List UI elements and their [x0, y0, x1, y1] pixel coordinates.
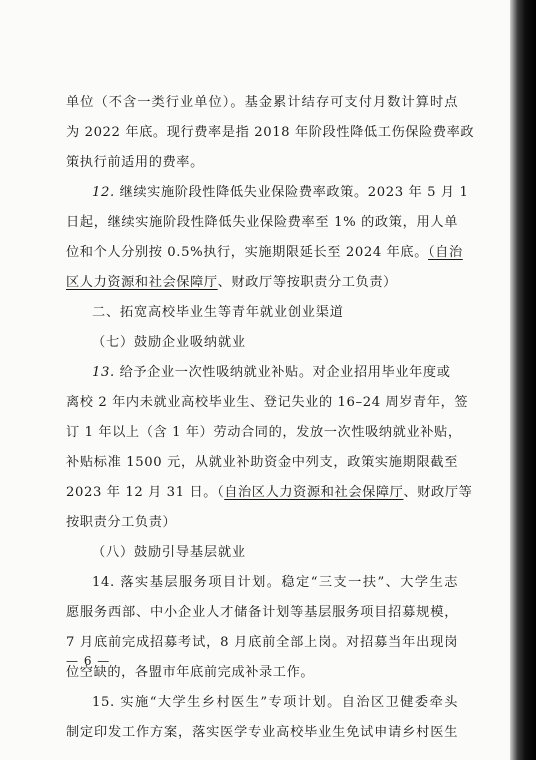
scan-edge [510, 0, 536, 760]
section-heading: 二、拓宽高校毕业生等青年就业创业渠道 [92, 305, 344, 320]
text-line: 区人力资源和社会保障厅、财政厅等按职责分工负责） [66, 275, 397, 290]
responsibility-open: （自治 [428, 245, 463, 260]
text-line: 15. 实施“大学生乡村医生”专项计划。自治区卫健委牵头 [92, 695, 458, 710]
subsection-heading: （八）鼓励引导基层就业 [92, 545, 246, 560]
text-line: 12. 继续实施阶段性降低失业保险费率政策。2023 年 5 月 1 [92, 185, 469, 200]
item-number-12: 12. [92, 185, 115, 200]
subsection-heading: （七）鼓励企业吸纳就业 [92, 335, 246, 350]
document-body [66, 88, 475, 748]
text-line: 为 2022 年底。现行费率是指 2018 年阶段性降低工伤保险费率政 [66, 125, 475, 140]
text-line: 2023 年 12 月 31 日。（自治区人力资源和社会保障厅、财政厅等 [66, 485, 473, 500]
responsible-dept: 区人力资源和社会保障厅 [66, 275, 218, 290]
text-line: 订 1 年以上（含 1 年）劳动合同的，发放一次性吸纳就业补贴， [66, 425, 462, 440]
text-line: 愿服务西部、中小企业人才储备计划等基层服务项目招募规模， [66, 605, 458, 620]
text-line: 单位（不含一类行业单位）。基金累计结存可支付月数计算时点 [66, 95, 458, 110]
text-line: 7 月底前完成招募考试，8 月底前全部上岗。对招募当年出现岗 [66, 635, 458, 650]
text-line: 离校 2 年内未就业高校毕业生、登记失业的 16–24 周岁青年，签 [66, 395, 469, 410]
text-line: 14. 落实基层服务项目计划。稳定“三支一扶”、大学生志 [92, 575, 458, 590]
text-line: 位和个人分别按 0.5%执行，实施期限延长至 2024 年底。（自治 [66, 245, 463, 260]
responsible-dept: 自治区人力资源和社会保障厅 [224, 485, 404, 500]
text-line: 13. 给予企业一次性吸纳就业补贴。对企业招用毕业年度或 [92, 365, 451, 380]
text-line: 制定印发工作方案，落实医学专业高校毕业生免试申请乡村医生 [66, 725, 458, 740]
text-line: 日起，继续实施阶段性降低失业保险费率至 1% 的政策，用人单 [66, 215, 458, 230]
text-line: 策执行前适用的费率。 [66, 155, 204, 170]
text-line: 位空缺的，各盟市年底前完成补录工作。 [66, 665, 315, 680]
page-number: — 6 — [66, 654, 111, 668]
text-line: 补贴标准 1500 元，从就业补助资金中列支，政策实施期限截至 [66, 455, 458, 470]
item-number-13: 13. [92, 365, 115, 380]
text-line: 按职责分工负责） [66, 515, 177, 530]
